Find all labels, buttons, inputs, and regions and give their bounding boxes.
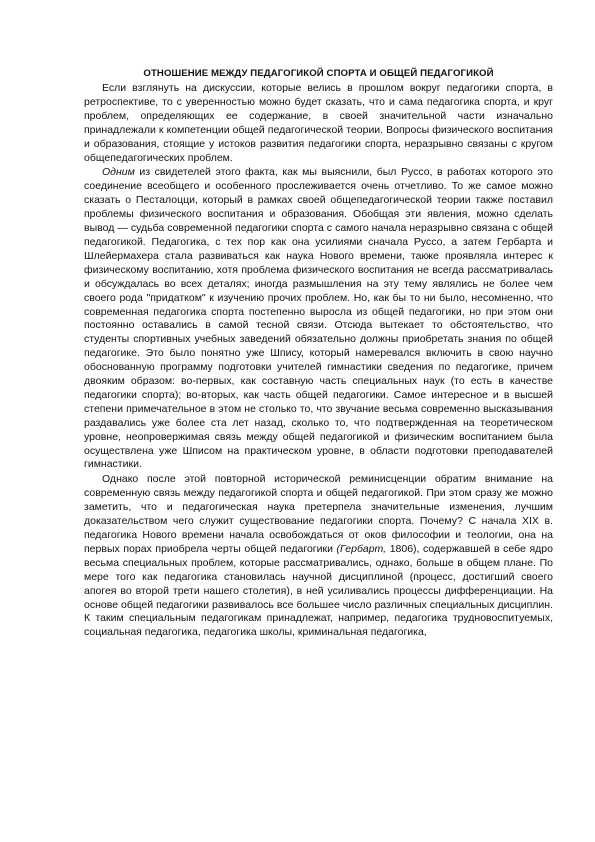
paragraph-3 <box>84 473 553 640</box>
paragraph-3-text-before: Однако после этой повторной исторической реминисценции обратим внимание на современную связь между педагогикой спорта и общей педагогикой. При этом сразу же можно заметить, что и педагогическая наука претерпела значительные изменения, лучшим доказательством чего служит существование педагогики спорта. Почему? С начала XIX в. педагогика Нового времени начала освобождаться от оков философии и теологии, она на первых порах приобрела черты общей педагогики <box>84 473 553 555</box>
paragraph-1-text: Если взглянуть на дискуссии, которые велись в прошлом вокруг педагогики спорта, в ретроспективе, то с уверенностью можно будет сказать, что и сама педагогика спорта, и круг проблем, определяющих ее содержание, в своей значительной части изначально принадлежали к компетенции общей педагогической теории. Вопросы физического воспитания и образования, стоящие у истоков развития педагогики спорта, неразрывно связаны с кругом общепедагогических проблем. <box>84 82 553 164</box>
paragraph-3-text-after: 1806), содержавшей в себе ядро весьма специальных проблем, которые рассматривались, однако, больше в общем плане. По мере того как педагогика становилась научной дисциплиной (процесс, достигший своего апогея во второй трети нашего столетия), в ней усиливались процессы дифференциации. На основе общей педагогики развивалось все большее число различных специальных дисциплин. К таким специальным педагогикам принадлежат, например, педагогика трудновоспитуемых, социальная педагогика, педагогика школы, криминальная педагогика, <box>84 542 553 639</box>
paragraph-2-text: из свидетелей этого факта, как мы выяснили, был Руссо, в работах которого это соединение всеобщего и особенного прослеживается очень отчетливо. То же самое можно сказать о Песталоцци, который в рамках своей общепедагогической теории также поставил проблемы физического воспитания и образования. Обобщая эти явления, можно сделать вывод — судьба современной педагогики спорта с самого начала неразрывно связана с общей педагогикой. Педагогика, с тех пор как она усилиями сначала Руссо, а затем Гербарта и Шлейермахера стала развиваться как наука Нового времени, также проявляла интерес к физическому воспитанию, хотя проблема физического воспитания не всегда рассматривалась и обсуждалась во всех деталях; иногда размышления на эту тему являлись не более чем своего рода "придатком" к изучению прочих проблем. Но, как бы то ни было, несомненно, что современная педагогика спорта постепенно выросла из общей педагогики, но при этом они постоянно оставались в самой тесной связи. Отсюда вытекает то обстоятельство, что студенты спортивных учебных заведений обязательно должны приобретать знания по общей педагогике. Это было понятно уже Шпису, который намеревался включить в свою научно обоснованную программу подготовки учителей гимнастики сведения по педагогике, причем двояким образом: во-первых, как составную часть специальных наук (то есть в качестве педагогики спорта); во-вторых, как часть общей педагогики. Самое интересное и в высшей степени примечательное в этом не столько то, что звучание весьма современно высказывания раздавались уже более ста лет назад, сколько то, что подтвержденная на теоретическом уровне, неопровержимая связь между общей педагогикой и физическим воспитанием была осуществлена уже Шписом на практическом уровне, в области подготовки преподавателей гимнастики. <box>84 166 553 471</box>
paragraph-2 <box>84 166 553 472</box>
document-title: ОТНОШЕНИЕ МЕЖДУ ПЕДАГОГИКОЙ СПОРТА И ОБЩЕЙ ПЕДАГОГИКОЙ <box>143 68 494 79</box>
paragraph-3-citation: (Гербарт, <box>336 542 387 555</box>
paragraph-1 <box>84 82 553 165</box>
document-page <box>84 68 553 640</box>
paragraph-2-italic-lead: Одним <box>102 166 135 179</box>
